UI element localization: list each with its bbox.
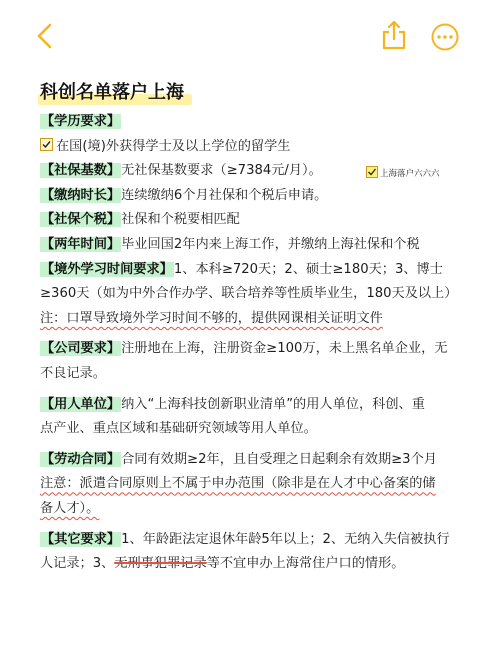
line-text: 社保和个税要相匹配 <box>121 212 240 228</box>
line-text: 纳入“上海科技创新职业清单”的用人单位，科创、重 <box>121 396 425 412</box>
checkbox-checked-icon <box>40 138 53 151</box>
more-horizontal-icon[interactable] <box>430 22 460 52</box>
line-text: 1、年龄距法定退休年龄5年以上；2、无纳入失信被执行 <box>121 531 450 547</box>
line-text: 等不宜申办上海常住户口的情形。 <box>206 556 405 572</box>
company-requirement <box>40 337 480 362</box>
top-bar <box>0 0 500 72</box>
line-text: 无社保基数要求（≥7384元/月）。 <box>121 163 322 179</box>
sticker-text: 上海落户六六六 <box>380 169 440 179</box>
tag-label: 【公司要求】 <box>41 341 121 357</box>
struck-text: 无刑事犯罪记录 <box>114 556 207 572</box>
checkbox-checked-icon <box>366 166 378 178</box>
overseas-study-time-cont <box>40 282 480 307</box>
tag-label: 【社保个税】 <box>41 212 121 228</box>
line-text: 注意：派遣合同原则上不属于申办范围（除非是在人才中心备案的储 <box>40 476 436 492</box>
line-text: 连续缴纳6个月社保和个税后申请。 <box>121 187 328 203</box>
payment-duration <box>40 184 480 209</box>
tag-label: 【劳动合同】 <box>41 451 121 467</box>
note-content[interactable] <box>40 78 480 577</box>
line-text: 点产业、重点区域和基础研究领域等用人单位。 <box>40 421 317 437</box>
company-requirement-cont <box>40 362 480 387</box>
line-text: 人记录；3、 <box>40 556 115 572</box>
share-icon[interactable] <box>381 20 407 50</box>
tag-label: 【社保基数】 <box>41 163 121 179</box>
social-security-tax <box>40 208 480 233</box>
line-text: 备人才）。 <box>40 500 100 516</box>
line-text: 在国(境)外获得学士及以上学位的留学生 <box>56 138 291 154</box>
tag-label: 【境外学习时间要求】 <box>41 261 173 277</box>
other-requirements <box>40 528 480 553</box>
employer-unit-cont <box>40 417 480 442</box>
line-text: 毕业回国2年内来上海工作，并缴纳上海社保和个税 <box>121 236 420 252</box>
dispatch-contract-note <box>40 472 480 497</box>
note-title: 科创名单落户上海 <box>40 78 184 108</box>
employer-unit <box>40 393 480 418</box>
labor-contract <box>40 448 480 473</box>
education-requirement <box>40 110 480 135</box>
line-text: 1、本科≥720天；2、硕士≥180天；3、博士 <box>173 261 443 277</box>
tag-label: 【学历要求】 <box>41 114 121 129</box>
line-text: 注：口罩导致境外学习时间不够的，提供网课相关证明文件 <box>40 310 383 326</box>
education-detail <box>40 135 480 160</box>
chevron-left-icon[interactable] <box>33 22 57 50</box>
line-text: 注册地在上海，注册资金≥100万，未上黑名单企业，无 <box>121 341 448 357</box>
online-course-note <box>40 307 480 332</box>
line-text: ≥360天（如为中外合作办学、联合培养等性质毕业生，180天及以上） <box>40 286 458 302</box>
dispatch-contract-note-cont <box>40 497 480 522</box>
two-year-window <box>40 233 480 258</box>
line-text: 合同有效期≥2年，且自受理之日起剩余有效期≥3个月 <box>121 451 437 467</box>
other-requirements-cont <box>40 552 480 577</box>
tag-label: 【用人单位】 <box>41 396 121 412</box>
sticker-label <box>366 166 466 180</box>
tag-label: 【两年时间】 <box>41 236 121 252</box>
tag-label: 【缴纳时长】 <box>41 187 121 203</box>
line-text: 不良记录。 <box>40 365 106 381</box>
tag-label: 【其它要求】 <box>41 531 121 547</box>
overseas-study-time <box>40 258 480 283</box>
